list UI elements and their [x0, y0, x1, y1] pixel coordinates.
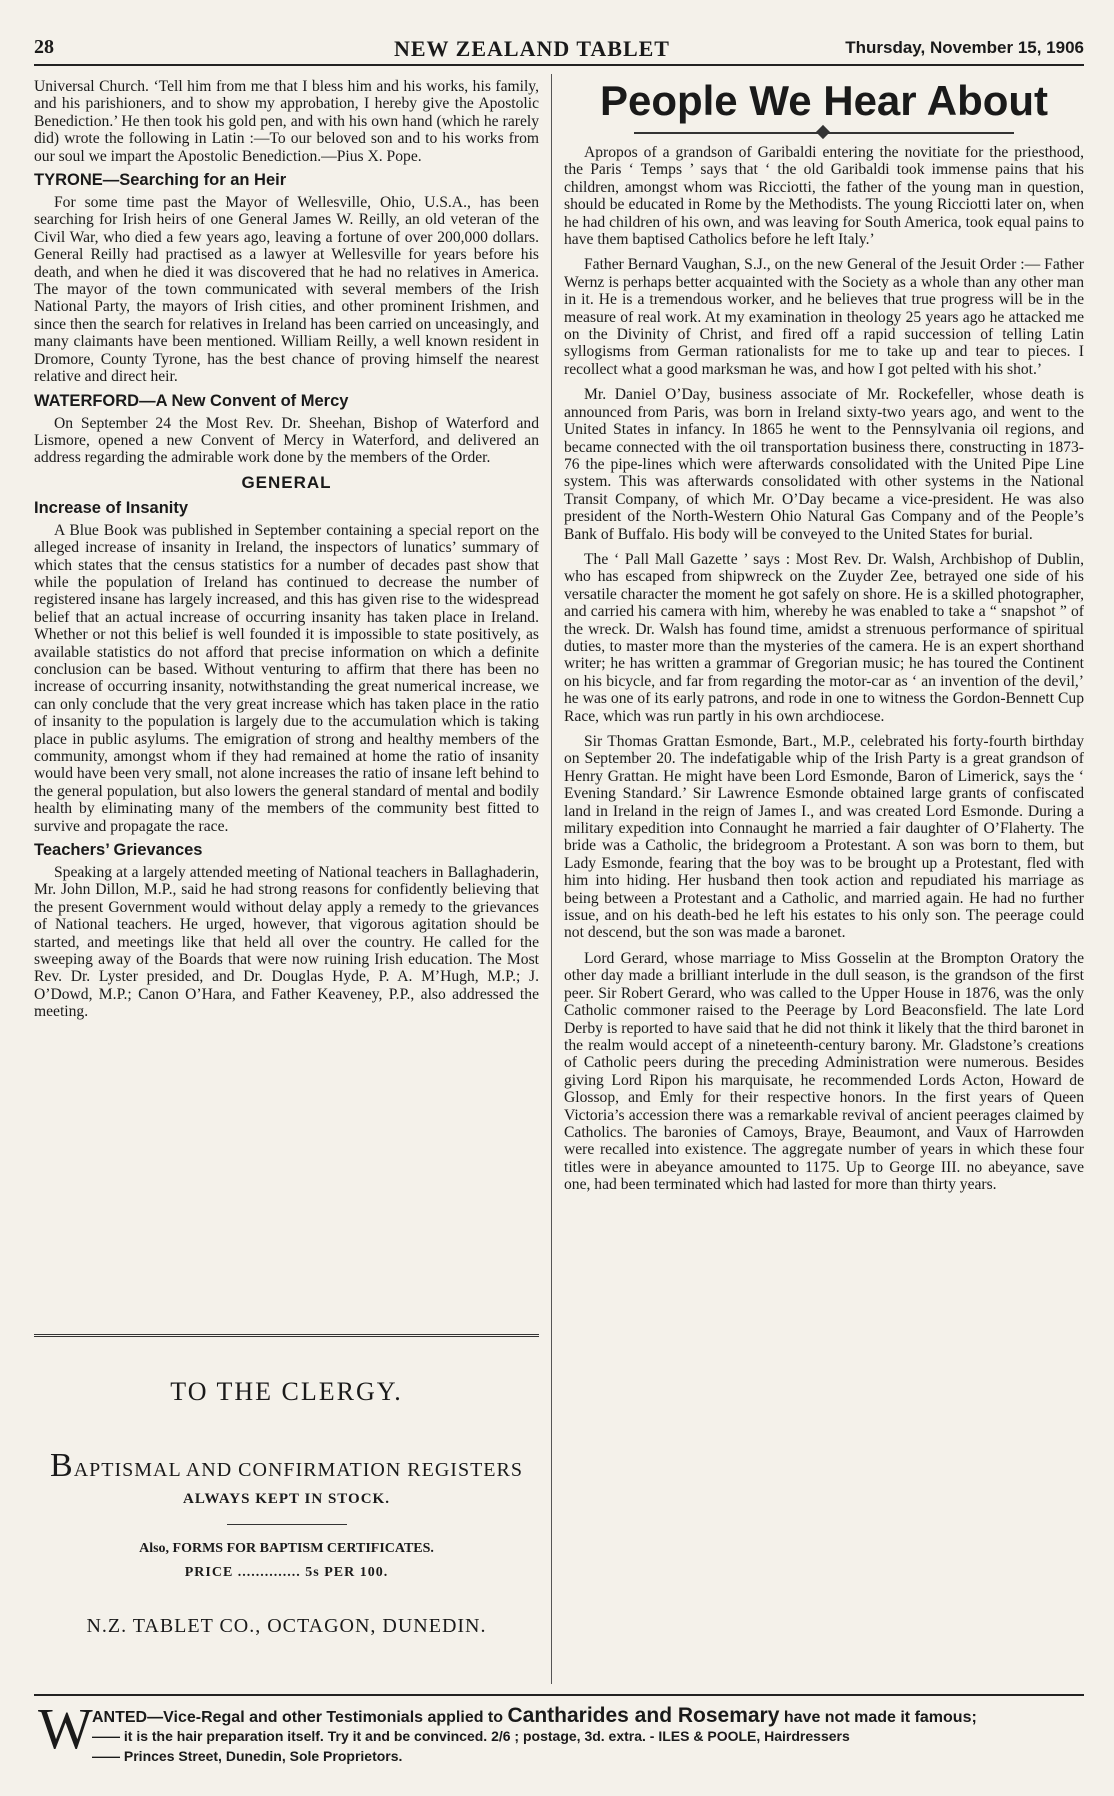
product-name: Cantharides and Rosemary [507, 1704, 780, 1727]
footer-line-3: —— Princes Street, Dunedin, Sole Proprietors. [92, 1748, 403, 1764]
footer-line-1-end: have not made it famous; [779, 1709, 977, 1726]
newspaper-page [34, 34, 1084, 1774]
ad-stock-line: ALWAYS KEPT IN STOCK. [183, 1491, 390, 1507]
page-header [34, 34, 1084, 66]
oday-paragraph: Mr. Daniel O’Day, business associate of Mr. Rockefeller, whose death is announced from Paris, was born in Ireland sixty-two years ago, and went to the United States in infancy. In 1865 he went to the Pennsylvania oil regions, and became connected with the oil transportation business there, constructing in 1873-76 the pipe-lines which were afterwards consolidated with the United Pipe Line system. This was afterwards consolidated with other systems in the National Transit Company, of which Mr. O’Day became a vice-president. He was also president of the North-Western Ohio Natural Gas Company and of the People’s Bank of Buffalo. His body will be conveyed to the United States for burial. [564, 386, 1084, 543]
banner-rule [634, 132, 1014, 134]
ad-heading [34, 1447, 539, 1485]
waterford-paragraph: On September 24 the Most Rev. Dr. Sheehan, Bishop of Waterford and Lismore, opened a new Convent of Mercy in Waterford, and delivered an address regarding the admirable work done by the members of the Order. [34, 414, 539, 467]
section-banner: People We Hear About [599, 77, 1049, 124]
footer-line-1 [92, 1704, 977, 1728]
masthead: NEW ZEALAND TABLET [394, 36, 670, 61]
intro-paragraph: Universal Church. ‘Tell him from me that I bless him and his works, his family, and his parishioners, and to show my approbation, I hereby give the Apostolic Benediction.’ He then took his gold pen, and with his own hand (which he rarely did) wrote the following in Latin :—To our beloved son and to his works from our soul we impart the Apostolic Benediction.—Pius X. Pope. [34, 78, 539, 165]
issue-date: Thursday, November 15, 1906 [845, 38, 1084, 57]
ad-forms-line: Also, FORMS FOR BAPTISM CERTIFICATES. [139, 1541, 434, 1556]
left-column [34, 78, 539, 1021]
page-number: 28 [34, 36, 54, 58]
tyrone-paragraph: For some time past the Mayor of Wellesville, Ohio, U.S.A., has been searching for Irish heirs of one General James W. Reilly, an old veteran of the Civil War, who died a few years ago, leaving a fortune of over 200,000 dollars. General Reilly had practised as a lawyer at Wellesville for years before his death, and when he died it was discovered that he had no relatives in America. The mayor of the town communicated with several members of the Irish National Party, the mayors of Irish cities, and other prominent Irishmen, and since then the search for relatives in Ireland has been carried on unceasingly, and many claimants have been mentioned. William Reilly, a well known resident in Dromore, County Tyrone, has the best chance of proving himself the nearest relative and direct heir. [34, 194, 539, 386]
general-section-heading: GENERAL [241, 472, 332, 492]
tyrone-heading: TYRONE—Searching for an Heir [34, 171, 287, 190]
teachers-heading: Teachers’ Grievances [34, 841, 203, 860]
ad-drop-cap: B [50, 1447, 74, 1484]
teachers-paragraph: Speaking at a largely attended meeting of National teachers in Ballaghaderin, Mr. John Dillon, M.P., said he had strong reasons for confidently believing that the present Government would without delay apply a remedy to the grievances of National teachers. He urged, however, that vigorous agitation should be started, and meetings like that held all over the country. He called for the sweeping away of the Boards that were now ruining Irish education. The Most Rev. Dr. Lyster presided, and Dr. Douglas Hyde, P. A. M’Hugh, M.P.; J. O’Dowd, M.P.; Canon O’Hara, and Father Keaveney, P.P., also addressed the meeting. [34, 864, 539, 1021]
footer-line-2: —— it is the hair preparation itself. Try it and be convinced. 2/6 ; postage, 3d. extra. - ILES & POOLE, Hairdressers [92, 1728, 850, 1744]
footer-line-1-start: ANTED—Vice-Regal and other Testimonials applied to [92, 1709, 508, 1726]
esmonde-paragraph: Sir Thomas Grattan Esmonde, Bart., M.P., celebrated his forty-fourth birthday on September 20. The indefatigable whip of the Irish Party is a great grandson of Henry Grattan. He might have been Lord Esmonde, Baron of Limerick, says the ‘ Evening Standard.’ Sir Lawrence Esmonde obtained large grants of confiscated land in Ireland in the reign of James I., and was created Lord Esmonde. During a military expedition into Connaught he married a fair daughter of O’Flaherty. The bride was a Catholic, the bridegroom a Protestant. A son was born to them, but Lady Esmonde, fearing that the boy was to be brought up a Protestant, fled with him into hiding. Her husband then took action and repudiated his marriage as being between a Protestant and a Catholic, and married again. He had no further issue, and on his death-bed he left his estates to his only son. The peerage could not descend, but the son was made a baronet. [564, 733, 1084, 942]
ad-heading-text: APTISMAL AND CONFIRMATION REGISTERS [73, 1459, 523, 1481]
insanity-heading: Increase of Insanity [34, 498, 189, 517]
clergy-advertisement [34, 1334, 539, 1677]
footer-drop-cap: W [38, 1696, 93, 1761]
ad-title: TO THE CLERGY. [170, 1377, 403, 1406]
diamond-ornament-icon [816, 125, 830, 139]
ad-price-line: PRICE .............. 5s PER 100. [184, 1565, 389, 1580]
walsh-paragraph: The ‘ Pall Mall Gazette ’ says : Most Rev. Dr. Walsh, Archbishop of Dublin, who has escaped from shipwreck on the Zuyder Zee, betrayed one side of his versatile character the moment he got safely on shore. He is a skilled photographer, and carried his camera with him, whereby he was enabled to take a “ snapshot ” of the wreck. Dr. Walsh has found time, amidst a strenuous performance of spiritual duties, to master more than the mysteries of the camera. He is an expert shorthand writer; he has written a grammar of Gregorian music; he has toured the Continent on his bicycle, and far from regarding the motor-car as ‘ an invention of the devil,’ he was one of its early patrons, and rode in one to witness the Gordon-Bennett Cup Race, which was run partly in his own archdiocese. [564, 550, 1084, 725]
footer-advertisement [34, 1694, 1084, 1776]
right-column [564, 78, 1084, 1194]
insanity-paragraph: A Blue Book was published in September containing a special report on the alleged increase of insanity in Ireland, the inspectors of lunatics’ summary of which states that the census statistics for a number of decades past show that while the population of Ireland has continued to decrease the number of registered insane has largely increased, and this has given rise to the widespread belief that an actual increase of occurring insanity has taken place in Ireland. Whether or not this belief is well founded it is impossible to state positively, as available statistics do not afford that precise information on which a definite conclusion can be based. Without venturing to affirm that there has been no increase of occurring insanity, notwithstanding the great numerical increase, we can only conclude that the very great increase which has taken place in the ratio of insanity to the population is largely due to the accumulation which is taking place in public asylums. The emigration of strong and healthy members of the community, amongst whom if they had remained at home the ratio of insanity would have been very small, not alone increases the ratio of insane left behind to the general population, but also lowers the general standard of mental and bodily health by eliminating many of the members of the community best fitted to survive and propagate the race. [34, 521, 539, 835]
ad-address: N.Z. TABLET CO., OCTAGON, DUNEDIN. [86, 1615, 487, 1637]
column-divider [551, 74, 552, 1684]
waterford-heading: WATERFORD—A New Convent of Mercy [34, 391, 349, 410]
vaughan-paragraph: Father Bernard Vaughan, S.J., on the new General of the Jesuit Order :— Father Wernz is perhaps better acquainted with the Society as a whole than any other man in it. He is a tremendous worker, and he believes that true progress will be in the measure of real work. At my examination in theology 25 years ago he attacked me on the Divinity of Christ, and fired off a rapid succession of telling Latin syllogisms from German rationalists for me to take up and tear to pieces. I recollect what a good marksman he was, and how I got pelted with his shot.’ [564, 256, 1084, 378]
ad-divider [227, 1524, 347, 1525]
gerard-paragraph: Lord Gerard, whose marriage to Miss Gosselin at the Brompton Oratory the other day made a brilliant interlude in the dull season, is the grandson of the first peer. Sir Robert Gerard, who was called to the Upper House in 1876, was the only Catholic commoner raised to the Peerage by Lord Beaconsfield. The late Lord Derby is reported to have said that he did not think it likely that the third baronet in the realm would accept of a nineteenth-century barony. Mr. Gladstone’s creations of Catholic peers during the preceding Administration were numerous. Besides giving Lord Ripon his marquisate, he recommended Lords Acton, Howard de Glossop, and Emly for their respective honors. In the first years of Queen Victoria’s accession there was a remarkable revival of ancient peerages claimed by Catholics. The baronies of Camoys, Braye, Beaumont, and Vaux of Harrowden were recalled into existence. The aggregate number of years in which these four titles were in abeyance amounted to 1175. Up to George III. no abeyance, save one, had been terminated which had lasted for more than thirty years. [564, 949, 1084, 1194]
garibaldi-paragraph: Apropos of a grandson of Garibaldi entering the novitiate for the priesthood, the Paris ‘ Temps ’ says that ‘ the old Garibaldi took immense pains that his children, amongst whom was Ricciotti, the father of the young man in question, should be educated in Rome by the Methodists. The young Ricciotti later on, when he had children of his own, and was leaving for South America, took equal pains to have them baptised Catholics before he left Italy.’ [564, 144, 1084, 249]
